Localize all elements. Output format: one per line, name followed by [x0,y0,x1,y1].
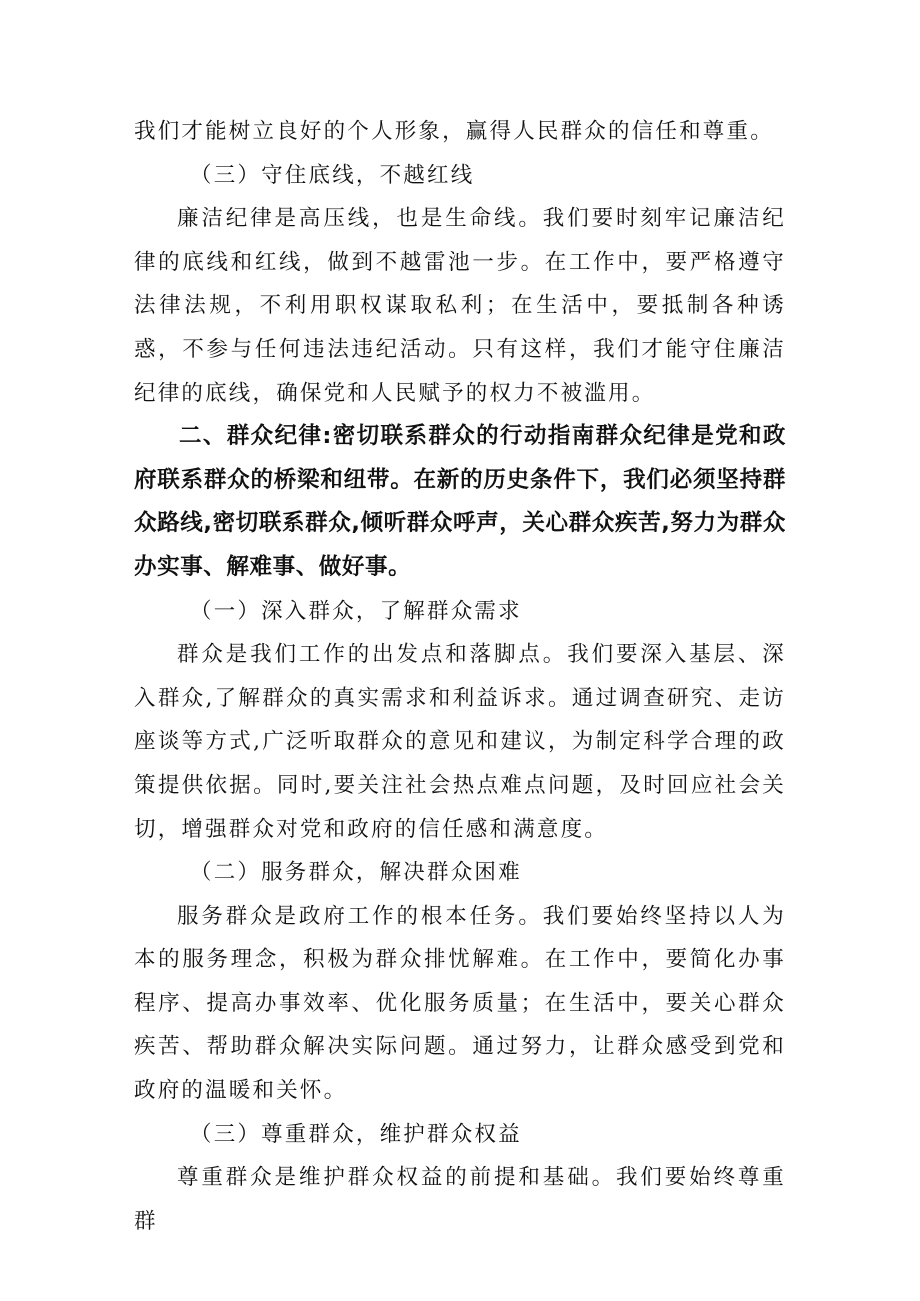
subheading-hold-bottom-line: （三）守住底线，不越红线 [190,162,475,188]
section-heading-mass-discipline: 二、群众纪律:密切联系群众的行动指南群众纪律是党和政府联系群众的桥梁和纽带。在新的历史条件下，我们必须坚持群众路线,密切联系群众,倾听群众呼声，关心群众疾苦,努力为群众办实事、解难事、做好事。 [134,423,786,580]
paragraph-integrity-discipline: 廉洁纪律是高压线，也是生命线。我们要时刻牢记廉洁纪律的底线和红线，做到不越雷池一步。在工作中，要严格遵守法律法规，不利用职权谋取私利；在生活中，要抵制各种诱惑，不参与任何违法违纪活动。只有这样，我们才能守住廉洁纪律的底线，确保党和人民赋予的权力不被滥用。 [134,206,786,406]
subheading-respect-masses: （三）尊重群众，维护群众权益 [190,1121,522,1147]
paragraph-respect-masses: 尊重群众是维护群众权益的前提和基础。我们要始终尊重群 [134,1165,786,1234]
paragraph-serving-masses: 服务群众是政府工作的根本任务。我们要始终坚持以人为本的服务理念，积极为群众排忧解难。在工作中，要简化办事程序、提高办事效率、优化服务质量；在生活中，要关心群众疾苦、帮助群众解决实际问题。通过努力，让群众感受到党和政府的温暖和关怀。 [134,903,786,1104]
paragraph-continued: 我们才能树立良好的个人形象，赢得人民群众的信任和尊重。 [134,119,774,144]
subheading-serve-masses: （二）服务群众，解决群众困难 [190,860,522,886]
document-page [134,110,786,1243]
paragraph-masses-starting-point: 群众是我们工作的出发点和落脚点。我们要深入基层、深入群众,了解群众的真实需求和利益诉求。通过调查研究、走访座谈等方式,广泛听取群众的意见和建议，为制定科学合理的政策提供依据。同时,要关注社会热点难点问题，及时回应社会关切，增强群众对党和政府的信任感和满意度。 [134,642,786,842]
subheading-go-deep-into-masses: （一）深入群众，了解群众需求 [190,598,522,624]
